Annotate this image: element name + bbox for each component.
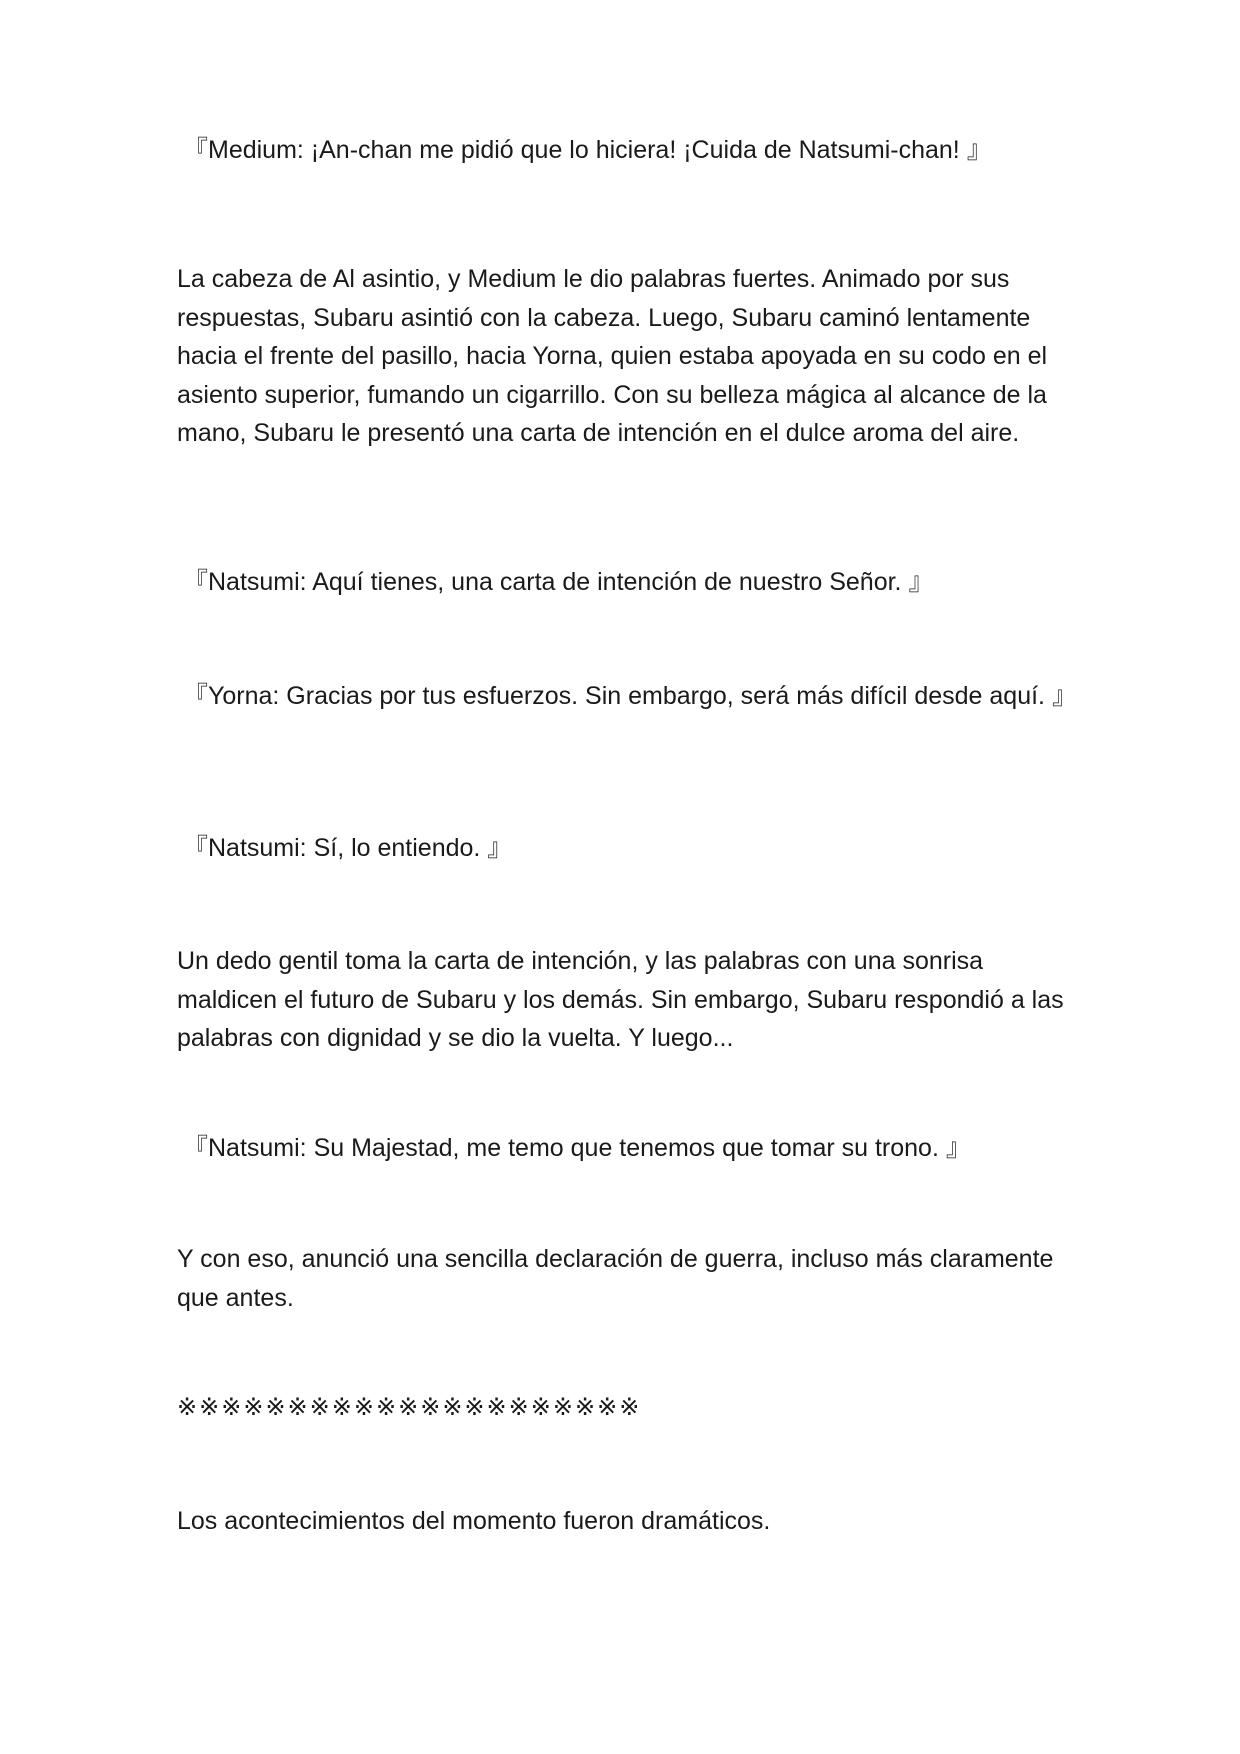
narration-paragraph: Y con eso, anunció una sencilla declaración de guerra, incluso más claramente que antes. bbox=[177, 1245, 1054, 1312]
narration-paragraph: Los acontecimientos del momento fueron dramáticos. bbox=[177, 1507, 771, 1535]
dialogue-natsumi: 『Natsumi: Sí, lo entiendo. 』 bbox=[183, 834, 513, 862]
dialogue-natsumi: 『Natsumi: Su Majestad, me temo que tenemos que tomar su trono. 』 bbox=[183, 1134, 971, 1162]
narration-paragraph: Un dedo gentil toma la carta de intención, y las palabras con una sonrisa maldicen el futuro de Subaru y los demás. Sin embargo, Subaru respondió a las palabras con dignidad y se dio la vuelta. Y luego... bbox=[177, 947, 1064, 1052]
scene-separator: ※※※※※※※※※※※※※※※※※※※※※ bbox=[177, 1393, 642, 1421]
dialogue-medium: 『Medium: ¡An-chan me pidió que lo hiciera! ¡Cuida de Natsumi-chan! 』 bbox=[183, 136, 992, 164]
narration-paragraph: La cabeza de Al asintio, y Medium le dio palabras fuertes. Animado por sus respuestas, Subaru asintió con la cabeza. Luego, Subaru caminó lentamente hacia el frente del pasillo, hacia Yorna, quien estaba apoyada en su codo en el asiento superior, fumando un cigarrillo. Con su belleza mágica al alcance de la mano, Subaru le presentó una carta de intención en el dulce aroma del aire. bbox=[177, 265, 1048, 447]
dialogue-natsumi: 『Natsumi: Aquí tienes, una carta de intención de nuestro Señor. 』 bbox=[183, 568, 934, 596]
dialogue-yorna: 『Yorna: Gracias por tus esfuerzos. Sin embargo, será más difícil desde aquí. 』 bbox=[183, 682, 1077, 710]
